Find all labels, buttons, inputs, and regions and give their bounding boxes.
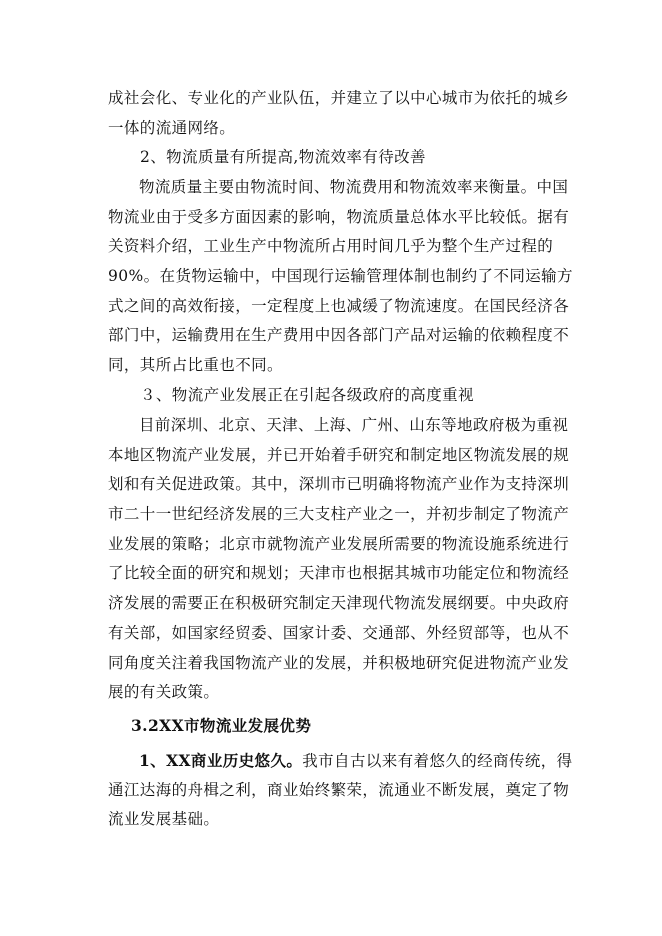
- paragraph-line: 式之间的高效衔接，一定程度上也减缓了物流速度。在国民经济各: [108, 296, 570, 315]
- paragraph-line: 展的有关政策。: [108, 683, 220, 702]
- paragraph-line: 业发展的策略；北京市就物流产业发展所需要的物流设施系统进行: [108, 534, 570, 553]
- paragraph-logistics-quality: [108, 173, 573, 381]
- paragraph-line: 部门中，运输费用在生产费用中因各部门产品对运输的依赖程度不: [108, 326, 570, 345]
- paragraph-line: 90%。在货物运输中，中国现行运输管理体制也制约了不同运输方: [108, 267, 573, 286]
- paragraph-line: 划和有关促进政策。其中，深圳市已明确将物流产业作为支持深圳: [108, 475, 570, 494]
- paragraph-line: 有关部，如国家经贸委、国家计委、交通部、外经贸部等，也从不: [108, 623, 570, 642]
- paragraph-line: 关资料介绍，工业生产中物流所占用时间几乎为整个生产过程的: [108, 237, 554, 256]
- paragraph-line: 物流业由于受多方面因素的影响，物流质量总体水平比较低。据有: [108, 207, 570, 226]
- paragraph-line: 同角度关注着我国物流产业的发展，并积极地研究促进物流产业发: [108, 653, 570, 672]
- paragraph-line: 流业发展基础。: [108, 810, 220, 829]
- paragraph-commerce-history: [108, 746, 573, 835]
- section-title: 3.2XX市物流业发展优势: [131, 716, 312, 735]
- paragraph-line: 了比较全面的研究和规划；天津市也根据其城市功能定位和物流经: [108, 564, 570, 583]
- paragraph-line: 济发展的需要正在积极研究制定天津现代物流发展纲要。中央政府: [108, 594, 570, 613]
- subheading-logistics-quality: [140, 143, 560, 173]
- paragraph-first-line: [108, 746, 573, 776]
- paragraph-line: 一体的流通网络。: [108, 118, 236, 137]
- paragraph-line: 通江达海的舟楫之利，商业始终繁荣，流通业不断发展，奠定了物: [108, 780, 570, 799]
- lead-bold-text: 1、XX商业历史悠久。: [139, 751, 303, 770]
- paragraph-line: 同，其所占比重也不同。: [108, 356, 283, 375]
- subheading-government-attention: [140, 381, 560, 411]
- paragraph-line: 目前深圳、北京、天津、上海、广州、山东等地政府极为重视: [139, 416, 569, 434]
- subheading-text: 2、物流质量有所提高,物流效率有待改善: [140, 148, 426, 166]
- paragraph-line: 市二十一世纪经济发展的三大支柱产业之一，并初步制定了物流产: [108, 505, 570, 524]
- paragraph-continuation: [108, 84, 570, 143]
- paragraph-government-attention: [108, 411, 570, 708]
- subheading-text: ３、物流产业发展正在引起各级政府的高度重视: [140, 386, 474, 404]
- paragraph-line: 本地区物流产业发展，并已开始着手研究和制定地区物流发展的规: [108, 445, 570, 464]
- paragraph-line: 物流质量主要由物流时间、物流费用和物流效率来衡量。中国: [139, 178, 569, 196]
- paragraph-line: 成社会化、专业化的产业队伍，并建立了以中心城市为依托的城乡: [108, 89, 570, 107]
- lead-rest-text: 我市自古以来有着悠久的经商传统，得: [302, 752, 573, 770]
